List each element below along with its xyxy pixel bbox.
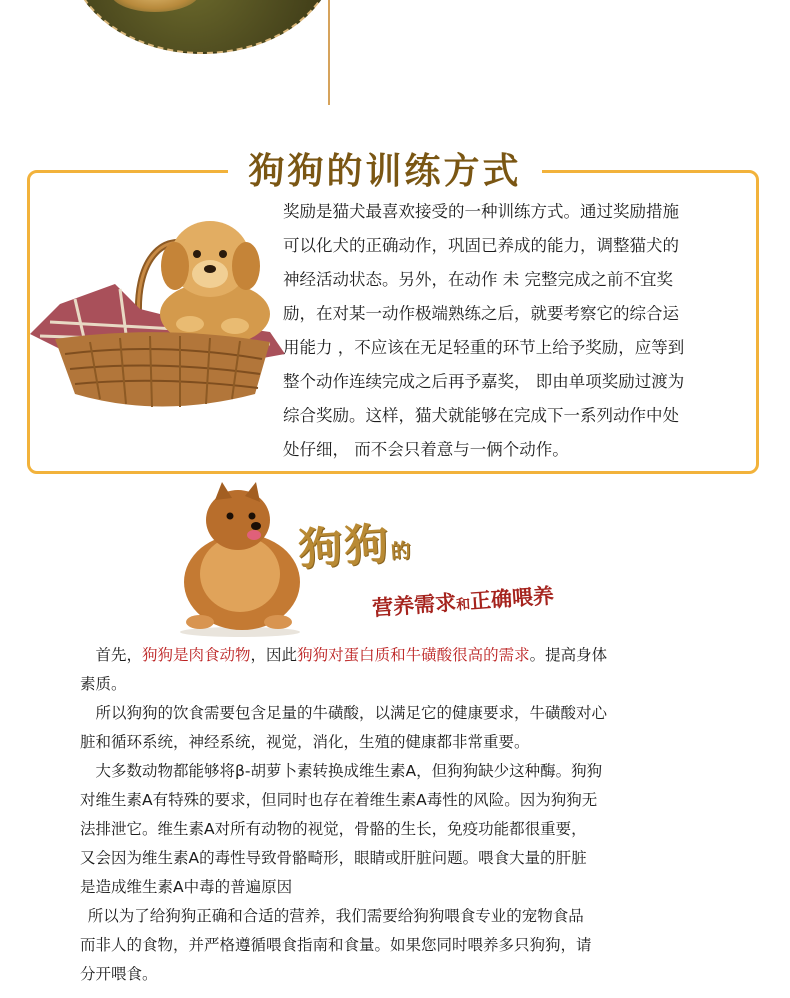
- heading-de: 的: [389, 538, 414, 564]
- puppy-left-eye: [193, 250, 201, 258]
- puppy-left-ear: [161, 242, 189, 290]
- puppy-muzzle: [192, 260, 228, 288]
- training-line: 可以化犬的正确动作，巩固已养成的能力，调整猫犬的: [283, 236, 679, 255]
- wicker-basket: [55, 332, 270, 406]
- nutrition-text: [80, 641, 680, 989]
- puppy-right-eye: [219, 250, 227, 258]
- decorative-vertical-line: [328, 0, 330, 105]
- p1-prefix: 首先，: [95, 646, 143, 664]
- pom-left-eye: [227, 513, 234, 520]
- nutrition-heading-main: [296, 506, 414, 578]
- nutrition-p4-line1: [80, 902, 680, 931]
- puppy-nose: [204, 265, 216, 273]
- pom-left-ear: [215, 482, 232, 500]
- puppy-right-ear: [232, 242, 260, 290]
- nutrition-p4-line2: 而非人的食物，并严格遵循喂食指南和食量。如果您同时喂养多只狗狗，请: [80, 936, 592, 954]
- nutrition-heading-sub: [371, 580, 555, 623]
- heading-and: 和: [455, 596, 471, 614]
- nutrition-p3-line1: [80, 757, 680, 786]
- training-line: 整个动作连续完成之后再予嘉奖， 即由单项奖励过渡为: [283, 372, 685, 391]
- nutrition-p1-line1: [80, 641, 680, 670]
- nutrition-p3-line5: 是造成维生素A中毒的普遍原因: [80, 878, 293, 896]
- nutrition-p2-line2: 脏和循环系统，神经系统，视觉，消化，生殖的健康都非常重要。: [80, 733, 530, 751]
- nutrition-p2-line1: [80, 699, 680, 728]
- top-dog-photo: [68, 0, 337, 54]
- training-title-plate: [228, 145, 542, 191]
- training-line: 处仔细， 而不会只着意与一俩个动作。: [283, 440, 569, 459]
- training-line: 奖励是猫犬最喜欢接受的一种训练方式。通过奖励措施: [283, 202, 679, 221]
- p2-line1-text: 所以狗狗的饮食需要包含足量的牛磺酸，以满足它的健康要求，牛磺酸对心: [95, 704, 608, 722]
- p1-mid: ，因此: [250, 646, 298, 664]
- nutrition-p3-line2: 对维生素A有特殊的要求，但同时也存在着维生素A毒性的风险。因为狗狗无: [80, 791, 598, 809]
- puppy-right-paw: [221, 318, 249, 334]
- heading-gougou: 狗狗: [296, 518, 393, 576]
- p1-highlight-carnivore: 狗狗是肉食动物: [142, 646, 251, 664]
- pom-right-eye: [249, 513, 256, 520]
- puppy-basket-image: [30, 214, 292, 414]
- heading-correct-feeding: 正确喂养: [469, 582, 555, 614]
- pom-nose: [251, 522, 261, 530]
- training-line: 神经活动状态。另外，在动作 未 完整完成之前不宜奖: [283, 270, 673, 289]
- nutrition-p4-line3: 分开喂食。: [80, 965, 158, 983]
- nutrition-p1-line2: 素质。: [80, 675, 127, 693]
- p1-suffix: 。提高身体: [529, 646, 608, 664]
- p3-line1-text: 大多数动物都能够将β-胡萝卜素转换成维生素A，但狗狗缺少这种酶。狗狗: [95, 762, 603, 780]
- top-dog-fur: [110, 0, 200, 12]
- training-text: [283, 195, 748, 467]
- training-line: 综合奖励。这样，猫犬就能够在完成下一系列动作中处: [283, 406, 679, 425]
- pomeranian-image: [170, 482, 310, 637]
- pom-tongue: [247, 530, 261, 540]
- nutrition-p3-line3: 法排泄它。维生素A对所有动物的视觉，骨骼的生长，免疫功能都很重要，: [80, 820, 587, 838]
- nutrition-p3-line4: 又会因为维生素A的毒性导致骨骼畸形，眼睛或肝脏问题。喂食大量的肝脏: [80, 849, 587, 867]
- training-title: 狗狗的训练方式: [248, 149, 522, 192]
- puppy-left-paw: [176, 316, 204, 332]
- p1-highlight-protein: 狗狗对蛋白质和牛磺酸很高的需求: [297, 646, 530, 664]
- training-line: 励，在对某一动作极端熟练之后，就要考察它的综合运: [283, 304, 679, 323]
- pom-right-paw: [264, 615, 292, 629]
- training-line: 用能力 ，不应该在无足轻重的环节上给予奖励，应等到: [283, 338, 685, 357]
- heading-nutrition-needs: 营养需求: [371, 589, 457, 621]
- pom-left-paw: [186, 615, 214, 629]
- p4-line1-text: 所以为了给狗狗正确和合适的营养，我们需要给狗狗喂食专业的宠物食品: [87, 907, 584, 925]
